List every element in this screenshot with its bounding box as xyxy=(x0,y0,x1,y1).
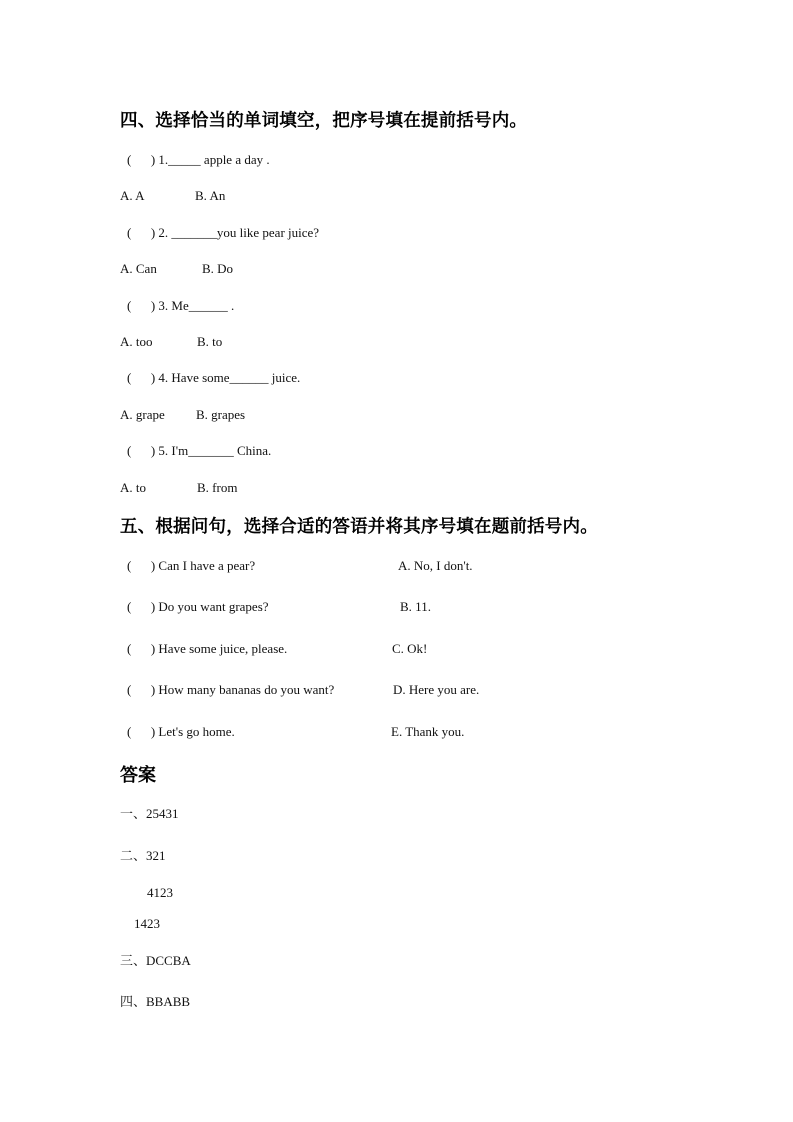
match-answer-d: D. Here you are. xyxy=(393,682,480,697)
question-3-option-a: A. too xyxy=(120,334,153,349)
match-answer-b: B. 11. xyxy=(400,599,431,614)
question-text: Do you want grapes? xyxy=(158,599,269,614)
answer-bracket: ( ) xyxy=(127,641,156,656)
question-2-option-b: B. Do xyxy=(202,261,234,276)
question-5 xyxy=(127,443,271,459)
question-4 xyxy=(127,370,300,386)
answer-bracket: ( ) xyxy=(127,558,156,573)
question-1 xyxy=(127,152,270,168)
answer-bracket: ( ) xyxy=(127,724,156,739)
match-question-3 xyxy=(127,641,287,657)
question-text: 1._____ apple a day . xyxy=(158,152,270,167)
question-5-option-b: B. from xyxy=(197,480,238,495)
question-1-option-b: B. An xyxy=(195,188,226,203)
question-2-option-a: A. Can xyxy=(120,261,157,276)
question-5-option-a: A. to xyxy=(120,480,146,495)
answer-bracket: ( ) xyxy=(127,599,156,614)
answer-line-1: 一、25431 xyxy=(120,806,179,821)
match-question-1 xyxy=(127,558,255,574)
question-2 xyxy=(127,225,319,241)
answer-bracket: ( ) xyxy=(127,152,156,167)
question-text: Have some juice, please. xyxy=(158,641,288,656)
section-5-title: 五、根据问句，选择合适的答语并将其序号填在题前括号内。 xyxy=(120,517,598,537)
question-3 xyxy=(127,298,234,314)
answer-bracket: ( ) xyxy=(127,298,156,313)
answers-title: 答案 xyxy=(120,765,156,786)
answer-bracket: ( ) xyxy=(127,225,156,240)
question-3-option-b: B. to xyxy=(197,334,223,349)
match-question-2 xyxy=(127,599,269,615)
question-4-option-a: A. grape xyxy=(120,407,165,422)
match-question-5 xyxy=(127,724,235,740)
match-answer-c: C. Ok! xyxy=(392,641,428,656)
question-text: 4. Have some______ juice. xyxy=(158,370,301,385)
match-answer-a: A. No, I don't. xyxy=(398,558,473,573)
question-text: Can I have a pear? xyxy=(158,558,256,573)
answer-line-3: 三、DCCBA xyxy=(120,953,191,968)
answer-line-4: 四、BBABB xyxy=(120,994,191,1009)
match-answer-e: E. Thank you. xyxy=(391,724,465,739)
question-text: 3. Me______ . xyxy=(158,298,235,313)
question-1-option-a: A. A xyxy=(120,188,145,203)
match-question-4 xyxy=(127,682,334,698)
answer-line-2: 二、321 xyxy=(120,848,166,863)
answer-line-2b: 4123 xyxy=(147,885,173,900)
answer-bracket: ( ) xyxy=(127,682,156,697)
section-4-title: 四、选择恰当的单词填空，把序号填在提前括号内。 xyxy=(120,111,528,131)
question-text: How many bananas do you want? xyxy=(158,682,335,697)
question-text: 5. I'm_______ China. xyxy=(158,443,272,458)
question-text: 2. _______you like pear juice? xyxy=(158,225,320,240)
answer-bracket: ( ) xyxy=(127,370,156,385)
answer-bracket: ( ) xyxy=(127,443,156,458)
question-text: Let's go home. xyxy=(158,724,235,739)
question-4-option-b: B. grapes xyxy=(196,407,246,422)
answer-line-2c: 1423 xyxy=(134,916,160,931)
